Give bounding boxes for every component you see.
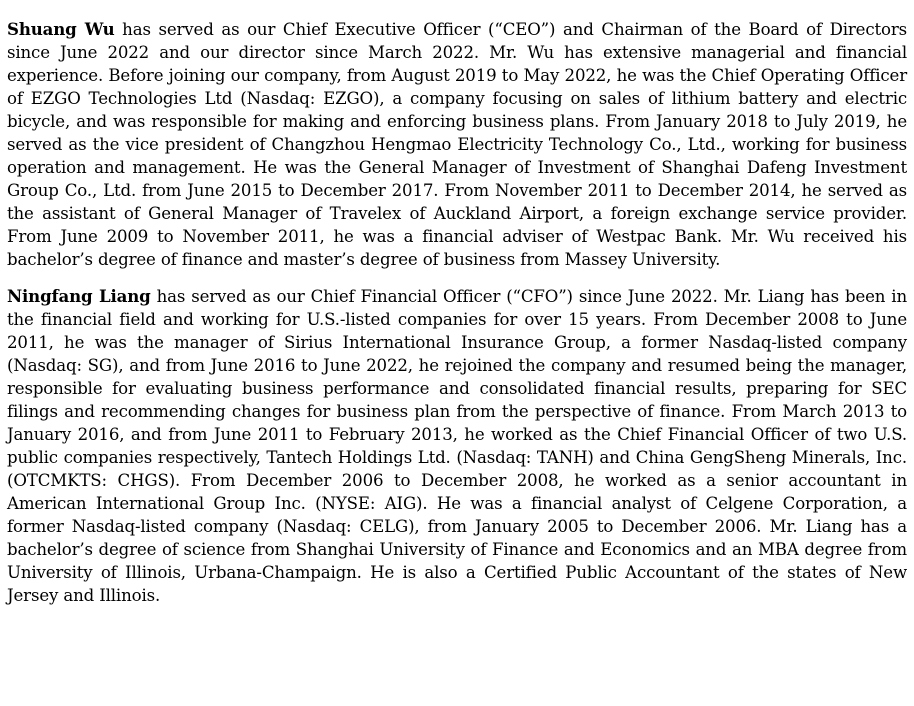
bio-paragraph-ceo bbox=[7, 18, 907, 271]
bio-paragraph-cfo bbox=[7, 285, 907, 607]
bio-text: has served as our Chief Financial Officer (“CFO”) since June 2022. Mr. Liang has been in the financial field and working for U.S.-listed companies for over 15 years. From December 2008 to June 2011, he was the manager of Sirius International Insurance Group, a former Nasdaq-listed company (Nasdaq: SG), and from June 2016 to June 2022, he rejoined the company and resumed being the manager, responsible for evaluating business performance and consolidated financial results, preparing for SEC filings and recommending changes for business plan from the perspective of finance. From March 2013 to January 2016, and from June 2011 to February 2013, he worked as the Chief Financial Officer of two U.S. public companies respectively, Tantech Holdings Ltd. (Nasdaq: TANH) and China GengSheng Minerals, Inc. (OTCMKTS: CHGS). From December 2006 to December 2008, he worked as a senior accountant in American International Group Inc. (NYSE: AIG). He was a financial analyst of Celgene Corporation, a former Nasdaq-listed company (Nasdaq: CELG), from January 2005 to December 2006. Mr. Liang has a bachelor’s degree of science from Shanghai University of Finance and Economics and an MBA degree from University of Illinois, Urbana-Champaign. He is also a Certified Public Accountant of the states of New Jersey and Illinois. bbox=[7, 287, 908, 605]
document-body bbox=[7, 18, 907, 607]
person-name: Ningfang Liang bbox=[7, 286, 151, 306]
person-name: Shuang Wu bbox=[7, 19, 115, 39]
bio-text: has served as our Chief Executive Officer (“CEO”) and Chairman of the Board of Directors since June 2022 and our director since March 2022. Mr. Wu has extensive managerial and financial experience. Before joining our company, from August 2019 to May 2022, he was the Chief Operating Officer of EZGO Technologies Ltd (Nasdaq: EZGO), a company focusing on sales of lithium battery and electric bicycle, and was responsible for making and enforcing business plans. From January 2018 to July 2019, he served as the vice president of Changzhou Hengmao Electricity Technology Co., Ltd., working for business operation and management. He was the General Manager of Investment of Shanghai Dafeng Investment Group Co., Ltd. from June 2015 to December 2017. From November 2011 to December 2014, he served as the assistant of General Manager of Travelex of Auckland Airport, a foreign exchange service provider. From June 2009 to November 2011, he was a financial adviser of Westpac Bank. Mr. Wu received his bachelor’s degree of finance and master’s degree of business from Massey University. bbox=[7, 20, 907, 269]
